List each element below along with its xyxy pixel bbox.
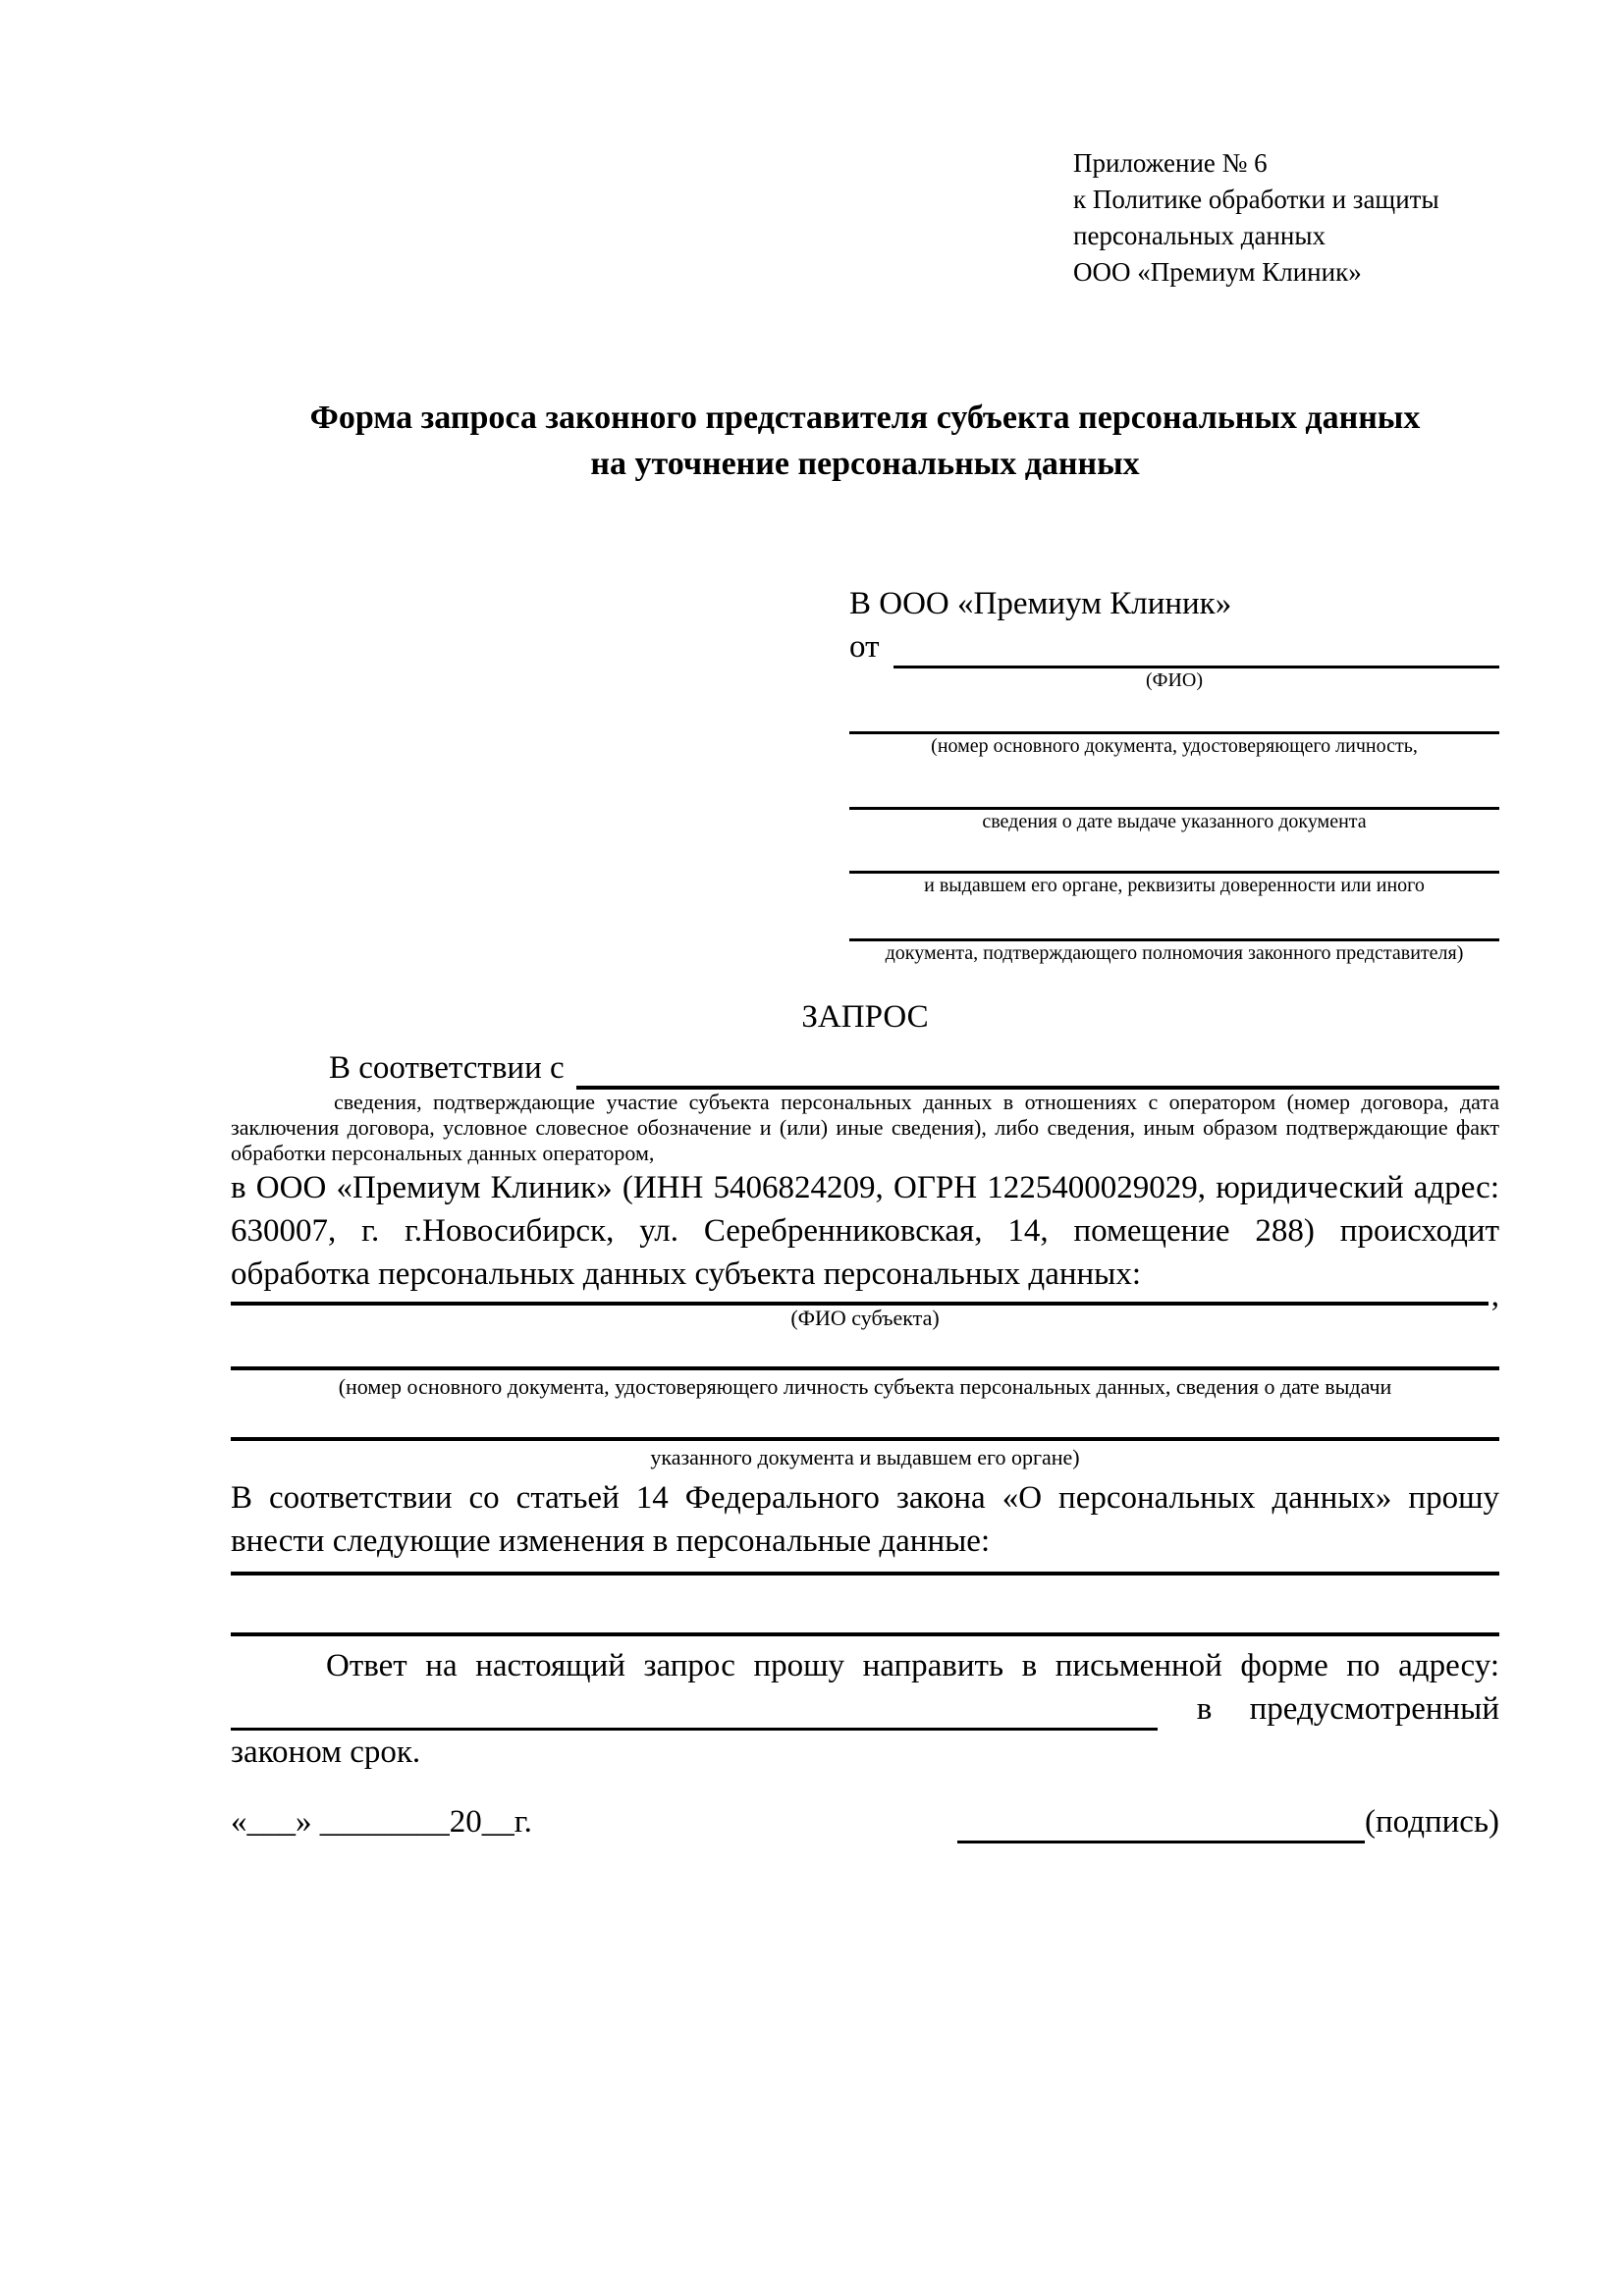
appendix-block (1073, 145, 1439, 291)
operator-paragraph-line: 630007, г. г.Новосибирск, ул. Серебренниковская, 14, помещение 288) происходит (231, 1213, 1499, 1249)
representative-doc-blank-line (849, 897, 1499, 941)
document-title (231, 395, 1499, 487)
answer-address-row (231, 1687, 1499, 1731)
basis-label: В соответствии с (329, 1050, 565, 1086)
representative-doc-caption: (номер основного документа, удостоверяющего личность, (931, 735, 1418, 757)
request-heading: ЗАПРОС (801, 999, 929, 1035)
fio-caption: (ФИО) (1145, 669, 1203, 691)
addressee-block (849, 582, 1499, 965)
law-paragraph-line: В соответствии со статьей 14 Федерального закона «О персональных данных» прошу (231, 1480, 1499, 1516)
representative-doc-caption: документа, подтверждающего полномочия законного представителя) (885, 942, 1464, 964)
operator-paragraph (231, 1166, 1499, 1296)
basis-blank-line (576, 1046, 1499, 1090)
basis-row (231, 1046, 1499, 1090)
signature-caption: (подпись) (1365, 1804, 1499, 1840)
operator-paragraph-line: в ООО «Премиум Клиник» (ИНН 5406824209, ОГРН 1225400029029, юридический адрес: (231, 1170, 1499, 1205)
changes-blank-line (231, 1563, 1499, 1575)
document-title-line: на уточнение персональных данных (590, 446, 1140, 482)
date-field: «___» ________20__г. (231, 1804, 532, 1840)
document-title-line: Форма запроса законного представителя субъекта персональных данных (309, 400, 1421, 436)
from-row (849, 625, 1499, 668)
basis-note-line: обработки персональных данных оператором, (231, 1141, 655, 1165)
law-paragraph (231, 1476, 1499, 1563)
basis-note-line: заключения договора, условное словесное обозначение и (или) иные сведения), либо сведения, иным образом подтверждающие факт (231, 1115, 1499, 1140)
request-body (231, 995, 1499, 1843)
subject-doc-caption: указанного документа и выдавшем его органе) (650, 1445, 1080, 1469)
subject-doc-caption: (номер основного документа, удостоверяющего личность субъекта персональных данных, сведения о дате выдачи (338, 1374, 1392, 1399)
subject-fio-row (231, 1278, 1499, 1313)
subject-fio-caption: (ФИО субъекта) (790, 1306, 940, 1330)
representative-doc-blank-line (849, 758, 1499, 810)
addressee-to: В ООО «Премиум Клиник» (849, 586, 1232, 621)
subject-doc-blank-line (231, 1400, 1499, 1441)
subject-fio-blank-line (231, 1292, 1489, 1306)
representative-doc-caption: сведения о дате выдаче указанного документа (982, 811, 1367, 832)
basis-note (231, 1090, 1499, 1166)
representative-doc-blank-line (849, 692, 1499, 734)
representative-doc-blank-line (849, 833, 1499, 874)
appendix-line: персональных данных (1073, 221, 1326, 250)
subject-line-comma: , (1490, 1278, 1499, 1313)
appendix-line: к Политике обработки и защиты (1073, 185, 1439, 214)
answer-paragraph-line: законом срок. (231, 1735, 421, 1770)
from-label: от (849, 629, 880, 665)
answer-paragraph-inline: в предусмотренный (1196, 1691, 1499, 1727)
subject-doc-blank-line (231, 1331, 1499, 1370)
address-blank-line (231, 1688, 1158, 1731)
changes-blank-line (231, 1575, 1499, 1636)
basis-note-line: сведения, подтверждающие участие субъекта персональных данных в отношениях с оператором (номер договора, дата (334, 1090, 1499, 1114)
representative-doc-caption: и выдавшем его органе, реквизиты доверенности или иного (924, 875, 1425, 896)
signature-blank-line (957, 1801, 1365, 1843)
signature-row (231, 1800, 1499, 1843)
appendix-line: Приложение № 6 (1073, 148, 1268, 178)
signature-group (957, 1800, 1499, 1843)
operator-paragraph-line: обработка персональных данных субъекта персональных данных: (231, 1256, 1141, 1292)
representative-fio-blank-line (893, 626, 1500, 668)
answer-paragraph-line: Ответ на настоящий запрос прошу направить в письменной форме по адресу: (326, 1648, 1499, 1683)
appendix-line: ООО «Премиум Клиник» (1073, 257, 1362, 287)
law-paragraph-line: внести следующие изменения в персональные данные: (231, 1523, 991, 1559)
